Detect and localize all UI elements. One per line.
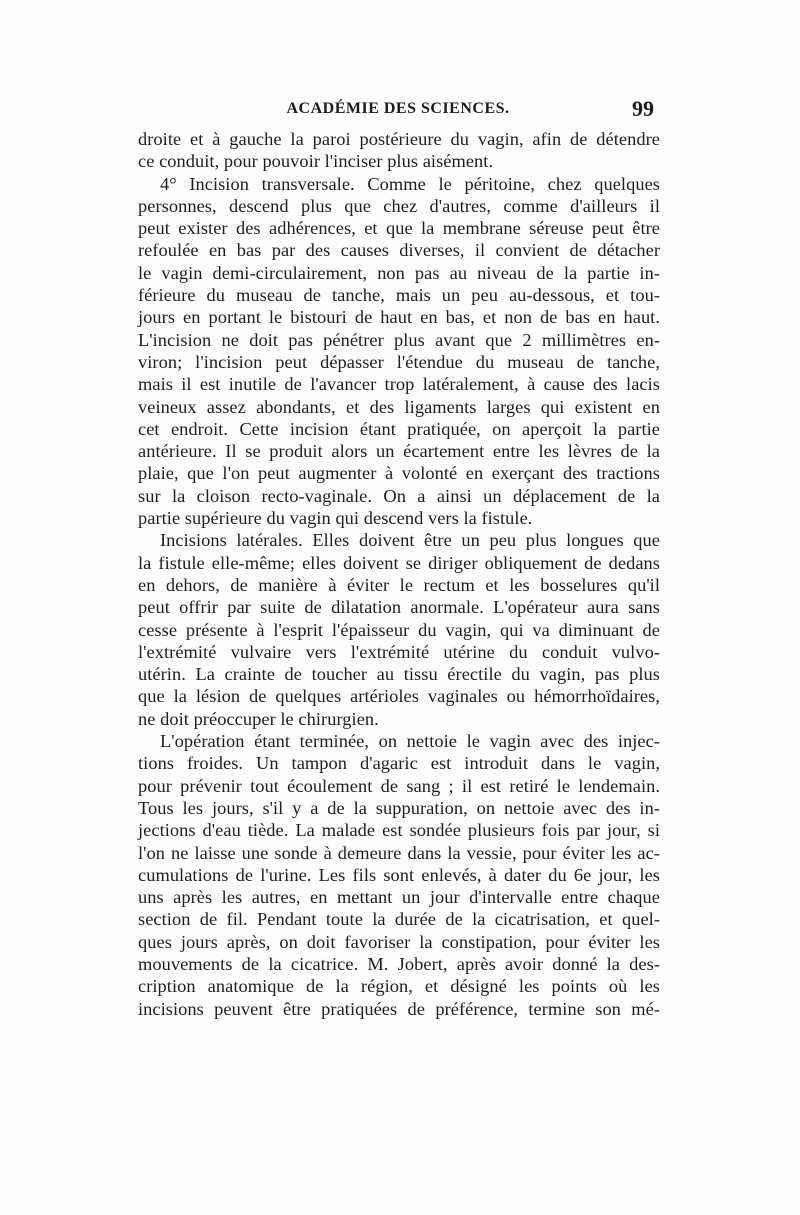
text-line: uns après les autres, en mettant un jour d'intervalle entre chaque xyxy=(138,887,660,908)
text-line: l'extrémité vulvaire vers l'extrémité utérine du conduit vulvo- xyxy=(138,641,660,662)
text-line: mouvements de la cicatrice. M. Jobert, après avoir donné la des- xyxy=(138,953,660,974)
text-line: personnes, descend plus que chez d'autres, comme d'ailleurs il xyxy=(138,195,660,216)
page-number: 99 xyxy=(632,96,654,121)
page-header xyxy=(138,96,658,124)
text-line: plaie, que l'on peut augmenter à volonté en exerçant des tractions xyxy=(138,463,660,484)
text-line: tions froides. Un tampon d'agaric est introduit dans le vagin, xyxy=(138,753,660,774)
text-line: section de fil. Pendant toute la durée de la cicatrisation, et quel- xyxy=(138,909,660,930)
text-line: droite et à gauche la paroi postérieure du vagin, afin de détendre xyxy=(138,129,660,149)
text-line: jections d'eau tiède. La malade est sondée plusieurs fois par jour, si xyxy=(138,820,660,841)
text-line: la fistule elle-même; elles doivent se diriger obliquement de dedans xyxy=(138,552,660,573)
text-line: viron; l'incision peut dépasser l'étendue du museau de tanche, xyxy=(138,351,660,372)
text-line: Incisions latérales. Elles doivent être un peu plus longues que xyxy=(160,530,660,551)
text-line: en dehors, de manière à éviter le rectum et les bosselures qu'il xyxy=(138,574,660,595)
text-line: férieure du museau de tanche, mais un peu au-dessous, et tou- xyxy=(138,285,660,306)
text-line: pour prévenir tout écoulement de sang ; il est retiré le lendemain. xyxy=(138,775,660,796)
text-line: refoulée en bas par des causes diverses, il convient de détacher xyxy=(138,240,660,261)
text-line: cesse présente à l'esprit l'épaisseur du vagin, qui va diminuant de xyxy=(138,619,660,640)
text-line: cet endroit. Cette incision étant pratiquée, on aperçoit la partie xyxy=(138,418,660,439)
text-line: ce conduit, pour pouvoir l'inciser plus aisément. xyxy=(138,151,494,172)
text-line: incisions peuvent être pratiquées de préférence, termine son mé- xyxy=(138,998,660,1019)
text-line: cumulations de l'urine. Les fils sont enlevés, à dater du 6e jour, les xyxy=(138,864,660,885)
text-line: L'incision ne doit pas pénétrer plus avant que 2 millimètres en- xyxy=(138,329,660,350)
text-line: jours en portant le bistouri de haut en bas, et non de bas en haut. xyxy=(138,307,660,328)
text-line: ne doit préoccuper le chirurgien. xyxy=(138,708,379,729)
text-line: peut exister des adhérences, et que la membrane séreuse peut être xyxy=(138,218,660,239)
text-line: cription anatomique de la région, et désigné les points où les xyxy=(138,976,660,997)
text-line: ques jours après, on doit favoriser la constipation, pour éviter les xyxy=(138,931,660,952)
text-line: veineux assez abondants, et des ligaments larges qui existent en xyxy=(138,396,660,417)
text-line: partie supérieure du vagin qui descend vers la fistule. xyxy=(138,508,533,529)
body-text xyxy=(138,128,660,1020)
text-line: Tous les jours, s'il y a de la suppuration, on nettoie avec des in- xyxy=(138,797,660,818)
text-line: sur la cloison recto-vaginale. On a ainsi un déplacement de la xyxy=(138,485,660,506)
text-line: peut offrir par suite de dilatation anormale. L'opérateur aura sans xyxy=(138,597,660,618)
text-line: le vagin demi-circulairement, non pas au niveau de la partie in- xyxy=(138,262,660,283)
text-line: 4° Incision transversale. Comme le péritoine, chez quelques xyxy=(160,173,660,194)
text-line: l'on ne laisse une sonde à demeure dans la vessie, pour éviter les ac- xyxy=(138,842,660,863)
text-line: antérieure. Il se produit alors un écartement entre les lèvres de la xyxy=(138,441,660,462)
running-head: ACADÉMIE DES SCIENCES. xyxy=(286,100,510,117)
text-line: que la lésion de quelques artérioles vaginales ou hémorrhoïdaires, xyxy=(138,686,660,707)
text-line: L'opération étant terminée, on nettoie le vagin avec des injec- xyxy=(160,731,660,752)
text-line: utérin. La crainte de toucher au tissu érectile du vagin, pas plus xyxy=(138,664,660,685)
text-line: mais il est inutile de l'avancer trop latéralement, à cause des lacis xyxy=(138,374,660,395)
